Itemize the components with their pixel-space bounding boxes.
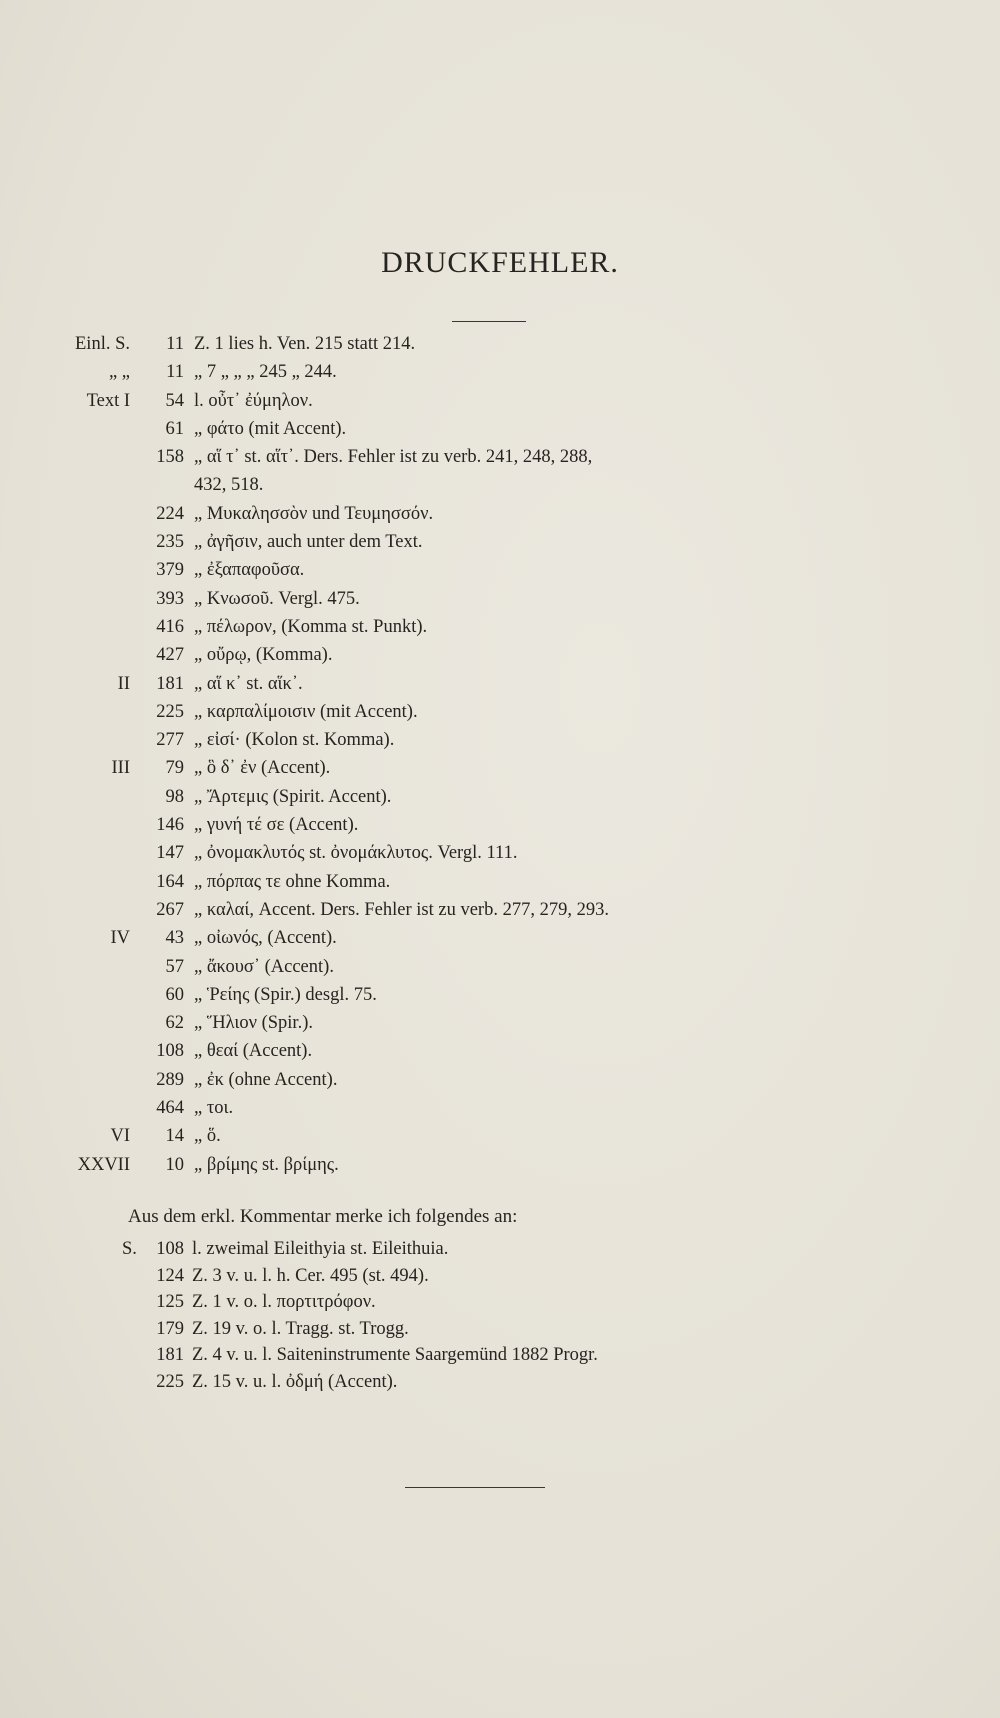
errata-page: 108 bbox=[156, 1041, 184, 1062]
errata-label bbox=[75, 1009, 136, 1037]
errata-row bbox=[75, 896, 945, 924]
errata-page: 60 bbox=[165, 984, 184, 1005]
errata-page: 225 bbox=[156, 701, 184, 722]
errata-text: „ γυνή τέ σε (Accent). bbox=[194, 815, 359, 836]
errata-label: „ „ bbox=[108, 362, 130, 383]
comment-page: 125 bbox=[156, 1292, 184, 1312]
errata-text: „ ὃ δ᾽ ἐν (Accent). bbox=[194, 758, 331, 779]
errata-text: „ αἵ κ᾽ st. αἵκ᾽. bbox=[194, 673, 303, 694]
errata-row bbox=[75, 754, 945, 782]
errata-row bbox=[75, 783, 945, 811]
errata-text: „ ἄκουσ᾽ (Accent). bbox=[194, 956, 334, 977]
errata-row bbox=[75, 1037, 945, 1065]
errata-page: 98 bbox=[165, 786, 184, 807]
errata-row bbox=[75, 387, 945, 415]
errata-label: II bbox=[117, 673, 130, 694]
errata-label: XXVII bbox=[77, 1154, 130, 1175]
errata-page: 79 bbox=[165, 758, 184, 779]
errata-text: 432, 518. bbox=[194, 475, 264, 496]
comment-label: S. bbox=[122, 1239, 137, 1259]
errata-text: „ καρπαλίμοισιν (mit Accent). bbox=[194, 701, 418, 722]
errata-text: „ θεαί (Accent). bbox=[194, 1041, 313, 1062]
comment-page: 225 bbox=[156, 1371, 184, 1392]
errata-text: „ 7 „ „ „ 245 „ 244. bbox=[194, 362, 337, 383]
errata-text: „ οὔρῳ, (Komma). bbox=[194, 645, 333, 666]
errata-label bbox=[75, 896, 136, 924]
errata-row bbox=[75, 953, 945, 981]
errata-label bbox=[75, 839, 136, 867]
errata-label bbox=[75, 1037, 136, 1065]
errata-text: „ ἀγῆσιν, auch unter dem Text. bbox=[194, 532, 423, 553]
errata-gap bbox=[184, 754, 194, 782]
errata-page: 277 bbox=[156, 730, 184, 751]
errata-gap bbox=[184, 556, 194, 584]
errata-page: 289 bbox=[156, 1069, 184, 1090]
errata-row bbox=[75, 839, 945, 867]
page-title: DRUCKFEHLER. bbox=[381, 246, 619, 279]
errata-text: „ αἵ τ᾽ st. αἵτ᾽. Ders. Fehler ist zu verb. 241, 248, 288, bbox=[194, 447, 593, 468]
errata-page: 57 bbox=[165, 956, 184, 977]
comment-page: 108 bbox=[156, 1239, 184, 1259]
errata-row bbox=[75, 726, 945, 754]
comment-text: Z. 3 v. u. l. h. Cer. 495 (st. 494). bbox=[192, 1265, 429, 1286]
errata-gap bbox=[184, 981, 194, 1009]
errata-page: 416 bbox=[156, 616, 184, 637]
errata-row bbox=[75, 1094, 945, 1122]
errata-label: Text I bbox=[86, 390, 130, 411]
comment-label bbox=[122, 1263, 146, 1290]
errata-label: VI bbox=[110, 1126, 130, 1147]
errata-text: „ καλαί, Accent. Ders. Fehler ist zu verb. 277, 279, 293. bbox=[194, 899, 609, 920]
errata-label bbox=[75, 528, 136, 556]
comment-row bbox=[122, 1263, 942, 1290]
errata-gap bbox=[184, 471, 194, 499]
errata-row bbox=[75, 868, 945, 896]
errata-gap bbox=[184, 585, 194, 613]
errata-gap bbox=[184, 387, 194, 415]
errata-gap bbox=[184, 896, 194, 924]
errata-page: 164 bbox=[156, 871, 184, 892]
errata-row bbox=[75, 358, 945, 386]
errata-text: „ ἐξαπαφοῦσα. bbox=[194, 560, 305, 581]
errata-label bbox=[75, 415, 136, 443]
comment-label bbox=[122, 1289, 146, 1316]
errata-gap bbox=[184, 1094, 194, 1122]
errata-row bbox=[75, 415, 945, 443]
errata-label bbox=[75, 585, 136, 613]
errata-label bbox=[75, 556, 136, 584]
errata-label: Einl. S. bbox=[75, 334, 130, 354]
errata-text: Z. 1 lies h. Ven. 215 statt 214. bbox=[194, 334, 416, 354]
errata-page: 43 bbox=[165, 928, 184, 949]
errata-text: l. οὖτ᾽ ἐύμηλον. bbox=[194, 390, 313, 411]
title-rule bbox=[452, 321, 526, 322]
errata-page: 427 bbox=[156, 645, 184, 666]
errata-row bbox=[75, 641, 945, 669]
errata-row bbox=[75, 1066, 945, 1094]
comment-label bbox=[122, 1369, 146, 1396]
errata-gap bbox=[184, 698, 194, 726]
errata-list bbox=[75, 330, 945, 1179]
errata-label: III bbox=[111, 758, 130, 779]
errata-row bbox=[75, 924, 945, 952]
errata-gap bbox=[184, 839, 194, 867]
errata-label bbox=[75, 811, 136, 839]
errata-page: 61 bbox=[165, 418, 184, 439]
errata-gap bbox=[184, 868, 194, 896]
comment-row bbox=[122, 1289, 942, 1316]
errata-gap bbox=[184, 811, 194, 839]
errata-row bbox=[75, 528, 945, 556]
errata-text: „ Ἄρτεμις (Spirit. Accent). bbox=[194, 786, 392, 807]
comment-text: Z. 19 v. o. l. Tragg. st. Trogg. bbox=[192, 1318, 409, 1339]
comment-row bbox=[122, 1342, 942, 1369]
errata-label bbox=[75, 1066, 136, 1094]
errata-page: 393 bbox=[156, 588, 184, 609]
comment-text: l. zweimal Eileithyia st. Eileithuia. bbox=[192, 1239, 449, 1259]
comment-row bbox=[122, 1236, 942, 1263]
errata-label bbox=[75, 641, 136, 669]
errata-gap bbox=[184, 924, 194, 952]
comment-text: Z. 1 v. o. l. πορτιτρόφον. bbox=[192, 1292, 376, 1312]
errata-text: „ Ῥείης (Spir.) desgl. 75. bbox=[194, 984, 377, 1005]
comments-heading: Aus dem erkl. Kommentar merke ich folgendes an: bbox=[128, 1206, 518, 1227]
errata-label bbox=[75, 981, 136, 1009]
errata-row bbox=[75, 1151, 945, 1179]
comment-page: 179 bbox=[156, 1318, 184, 1339]
errata-label bbox=[75, 783, 136, 811]
comment-text: Z. 15 v. u. l. ὀδμή (Accent). bbox=[192, 1371, 398, 1392]
errata-row bbox=[75, 443, 945, 471]
errata-gap bbox=[184, 953, 194, 981]
errata-text: „ φάτο (mit Accent). bbox=[194, 418, 347, 439]
errata-page: 62 bbox=[165, 1013, 184, 1034]
errata-page: 224 bbox=[156, 503, 184, 524]
errata-text: „ βρίμης st. βρίμης. bbox=[194, 1154, 339, 1175]
errata-text: „ πόρπας τε ohne Komma. bbox=[194, 871, 391, 892]
comment-row bbox=[122, 1369, 942, 1396]
errata-label bbox=[75, 613, 136, 641]
comment-label bbox=[122, 1316, 146, 1343]
errata-page bbox=[136, 471, 184, 499]
errata-gap bbox=[184, 358, 194, 386]
errata-label bbox=[75, 953, 136, 981]
errata-page: 267 bbox=[156, 899, 184, 920]
comment-page: 124 bbox=[156, 1265, 184, 1286]
errata-row bbox=[75, 1122, 945, 1150]
errata-page: 14 bbox=[165, 1126, 184, 1147]
errata-gap bbox=[184, 1122, 194, 1150]
errata-label bbox=[75, 500, 136, 528]
errata-row bbox=[75, 613, 945, 641]
errata-row bbox=[75, 471, 945, 499]
errata-label bbox=[75, 443, 136, 471]
errata-text: „ Μυκαλησσὸν und Τευμησσόν. bbox=[194, 503, 434, 524]
errata-label bbox=[75, 1094, 136, 1122]
errata-row bbox=[75, 670, 945, 698]
errata-page: 464 bbox=[156, 1098, 184, 1119]
errata-gap bbox=[184, 1151, 194, 1179]
errata-gap bbox=[184, 641, 194, 669]
errata-page: 379 bbox=[156, 560, 184, 581]
errata-gap bbox=[184, 783, 194, 811]
errata-row bbox=[75, 811, 945, 839]
errata-gap bbox=[184, 528, 194, 556]
errata-row bbox=[75, 981, 945, 1009]
errata-gap bbox=[184, 670, 194, 698]
errata-label bbox=[75, 698, 136, 726]
errata-page: 147 bbox=[156, 843, 184, 864]
errata-text: „ πέλωρον, (Komma st. Punkt). bbox=[194, 616, 428, 637]
errata-row bbox=[75, 556, 945, 584]
errata-gap bbox=[184, 1009, 194, 1037]
errata-text: „ τοι. bbox=[194, 1098, 234, 1119]
errata-page: 11 bbox=[166, 362, 184, 383]
errata-row bbox=[75, 330, 945, 358]
errata-label: IV bbox=[110, 928, 130, 949]
comment-text: Z. 4 v. u. l. Saiteninstrumente Saargemünd 1882 Progr. bbox=[192, 1345, 598, 1365]
errata-row bbox=[75, 585, 945, 613]
errata-page: 146 bbox=[156, 815, 184, 836]
errata-text: „ οἰωνός, (Accent). bbox=[194, 928, 337, 949]
comment-page: 181 bbox=[156, 1345, 184, 1365]
errata-gap bbox=[184, 415, 194, 443]
comment-label bbox=[122, 1342, 146, 1369]
errata-label bbox=[75, 471, 136, 499]
errata-page: 158 bbox=[156, 447, 184, 468]
errata-page: 181 bbox=[156, 673, 184, 694]
errata-row bbox=[75, 698, 945, 726]
errata-label bbox=[75, 868, 136, 896]
comment-row bbox=[122, 1316, 942, 1343]
errata-page: 10 bbox=[165, 1154, 184, 1175]
errata-text: „ ἐκ (ohne Accent). bbox=[194, 1069, 338, 1090]
errata-page: 235 bbox=[156, 532, 184, 553]
errata-text: „ Κνωσοῦ. Vergl. 475. bbox=[194, 588, 360, 609]
errata-gap bbox=[184, 1066, 194, 1094]
comments-list bbox=[122, 1236, 942, 1395]
end-rule bbox=[405, 1487, 545, 1488]
errata-gap bbox=[184, 1037, 194, 1065]
errata-page: 11 bbox=[166, 334, 184, 354]
errata-gap bbox=[184, 613, 194, 641]
errata-label bbox=[75, 726, 136, 754]
errata-gap bbox=[184, 726, 194, 754]
errata-gap bbox=[184, 500, 194, 528]
errata-text: „ ὅ. bbox=[194, 1126, 221, 1147]
errata-gap bbox=[184, 443, 194, 471]
errata-text: „ ὀνομακλυτός st. ὀνομάκλυτος. Vergl. 111. bbox=[194, 843, 518, 864]
errata-text: „ εἰσί· (Kolon st. Komma). bbox=[194, 730, 395, 751]
errata-page: 54 bbox=[165, 390, 184, 411]
errata-text: „ Ἥλιον (Spir.). bbox=[194, 1013, 313, 1034]
errata-row bbox=[75, 1009, 945, 1037]
errata-row bbox=[75, 500, 945, 528]
errata-gap bbox=[184, 330, 194, 358]
